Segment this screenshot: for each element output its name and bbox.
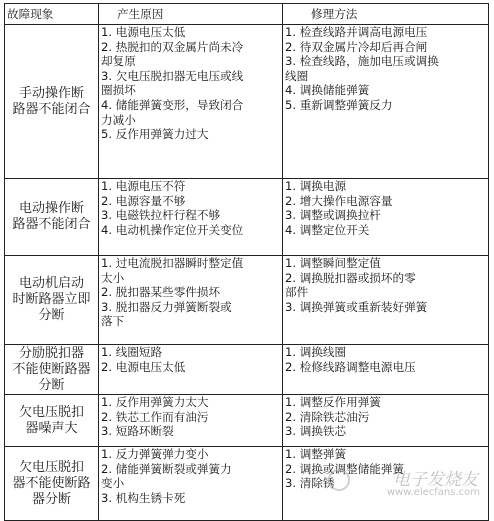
- fix-line: 1. 调换线圈: [285, 345, 347, 359]
- cause-line: 1. 反作用弹簧力太大: [101, 395, 209, 409]
- watermark: [314, 463, 484, 503]
- cell-cause: [99, 25, 283, 179]
- phenomenon-line: 欠电压脱扣: [18, 404, 84, 420]
- cell-fix: [283, 25, 489, 179]
- fix-line: 2. 待双金属片冷却后再合闸: [285, 39, 428, 54]
- cause-line: 圈损坏: [101, 83, 136, 98]
- header-fix: 修理方法: [283, 4, 489, 25]
- fix-line: 2. 调换或调整储能弹簧: [285, 461, 405, 476]
- cell-phenomenon: [5, 395, 99, 447]
- cell-fix: [283, 179, 489, 256]
- fix-line: 3. 调换弹簧或重新装好弹簧: [285, 299, 428, 314]
- phenomenon-line: 分励脱扣器: [18, 345, 84, 361]
- fault-repair-table: [4, 3, 489, 521]
- cell-cause: [99, 345, 283, 395]
- table-row: [5, 179, 489, 256]
- fix-line: 1. 调整反作用弹簧: [285, 395, 381, 409]
- fix-line: 部件: [285, 285, 309, 300]
- table-row: [5, 395, 489, 447]
- fix-line: 2. 调换脱扣器或损坏的零: [285, 270, 416, 285]
- cell-cause: [99, 179, 283, 256]
- fix-line: 2. 检修线路调整电源电压: [285, 359, 416, 374]
- fix-line: 4. 调换储能弹簧: [285, 83, 370, 98]
- table-row: [5, 256, 489, 345]
- phenomenon-line: 器分断: [31, 491, 71, 507]
- cell-cause: [99, 447, 283, 521]
- header-cause: 产生原因: [99, 4, 283, 25]
- fix-line: 3. 检查线路，施加电压或调换: [285, 54, 439, 69]
- cause-line: 变小: [101, 476, 125, 491]
- fix-line: 1. 调换电源: [285, 179, 347, 193]
- watermark-url: www.elecfans.com: [386, 487, 480, 498]
- fix-line: 4. 调整定位开关: [285, 222, 370, 237]
- phenomenon-line: 分断: [38, 308, 65, 323]
- cell-cause: [99, 395, 283, 447]
- phenomenon-line: 不能使断路器: [12, 361, 91, 377]
- cell-phenomenon: [5, 345, 99, 395]
- cause-line: 2. 热脱扣的双金属片尚未冷: [101, 39, 244, 54]
- cell-phenomenon: [5, 179, 99, 256]
- phenomenon-line: 电动操作断: [18, 201, 84, 216]
- watermark-logo-icon: [328, 469, 350, 491]
- cause-line: 3. 短路环断裂: [101, 424, 174, 439]
- cause-line: 力减小: [101, 112, 136, 127]
- cause-line: 3. 电磁铁拉杆行程不够: [101, 208, 221, 223]
- cause-line: 3. 脱扣器反力弹簧断裂或: [101, 299, 232, 314]
- fix-line: 2. 清除铁芯油污: [285, 409, 370, 424]
- table-row: [5, 345, 489, 395]
- phenomenon-line: 器噪声大: [25, 420, 78, 436]
- fix-line: 2. 增大操作电源容量: [285, 193, 393, 208]
- cause-line: 1. 反力弹簧弹力变小: [101, 447, 209, 461]
- watermark-name: 电子发烧友: [393, 470, 478, 490]
- fix-line: 1. 调整瞬间整定值: [285, 256, 381, 270]
- cell-fix: [283, 345, 489, 395]
- phenomenon-line: 时断路器立即: [12, 292, 91, 307]
- cause-line: 2. 脱扣器某些零件损坏: [101, 285, 221, 300]
- cause-line: 2. 储能弹簧断裂或弹簧力: [101, 461, 232, 476]
- cause-line: 1. 电源电压太低: [101, 25, 186, 39]
- phenomenon-line: 分断: [38, 377, 65, 393]
- fix-line: 5. 重新调整弹簧反力: [285, 97, 393, 112]
- cause-line: 2. 电源电压太低: [101, 359, 186, 374]
- phenomenon-line: 器不能使断路: [12, 475, 91, 491]
- cause-line: 2. 电源容量不够: [101, 193, 186, 208]
- fix-line: 1. 检查线路并调高电源电压: [285, 25, 428, 39]
- fix-line: 线圈: [285, 68, 309, 83]
- fix-line: 1. 调整弹簧: [285, 447, 347, 461]
- phenomenon-line: 路器不能闭合: [12, 217, 91, 232]
- table-body: [5, 25, 489, 521]
- phenomenon-line: 路器不能闭合: [12, 101, 91, 117]
- fix-line: 3. 清除锈: [285, 476, 335, 491]
- cause-line: 3. 机构生锈卡死: [101, 490, 186, 505]
- phenomenon-line: 手动操作断: [18, 85, 84, 101]
- cause-line: 1. 线圈短路: [101, 345, 163, 359]
- cell-phenomenon: [5, 25, 99, 179]
- cell-fix: [283, 256, 489, 345]
- header-phenomenon: 故障现象: [5, 4, 99, 25]
- cause-line: 3. 欠电压脱扣器无电压或线: [101, 68, 244, 83]
- cell-cause: [99, 256, 283, 345]
- header-row: [5, 4, 489, 25]
- cell-fix: [283, 395, 489, 447]
- cause-line: 却复原: [101, 54, 136, 69]
- cause-line: 1. 电源电压不符: [101, 179, 186, 193]
- fix-line: 3. 调整或调换拉杆: [285, 208, 381, 223]
- cell-phenomenon: [5, 256, 99, 345]
- cause-line: 2. 铁芯工作而有油污: [101, 409, 209, 424]
- cause-line: 落下: [101, 314, 125, 329]
- cause-line: 1. 过电流脱扣器瞬时整定值: [101, 256, 244, 270]
- cause-line: 4. 电动机操作定位开关变位: [101, 222, 244, 237]
- phenomenon-line: 电动机启动: [18, 276, 84, 291]
- phenomenon-line: 欠电压脱扣: [18, 459, 84, 475]
- fix-line: 3. 调换铁芯: [285, 424, 347, 439]
- cause-line: 太小: [101, 270, 125, 285]
- cell-phenomenon: [5, 447, 99, 521]
- cause-line: 5. 反作用弹簧力过大: [101, 127, 209, 142]
- table-row: [5, 25, 489, 179]
- cause-line: 4. 储能弹簧变形，导致闭合: [101, 97, 244, 112]
